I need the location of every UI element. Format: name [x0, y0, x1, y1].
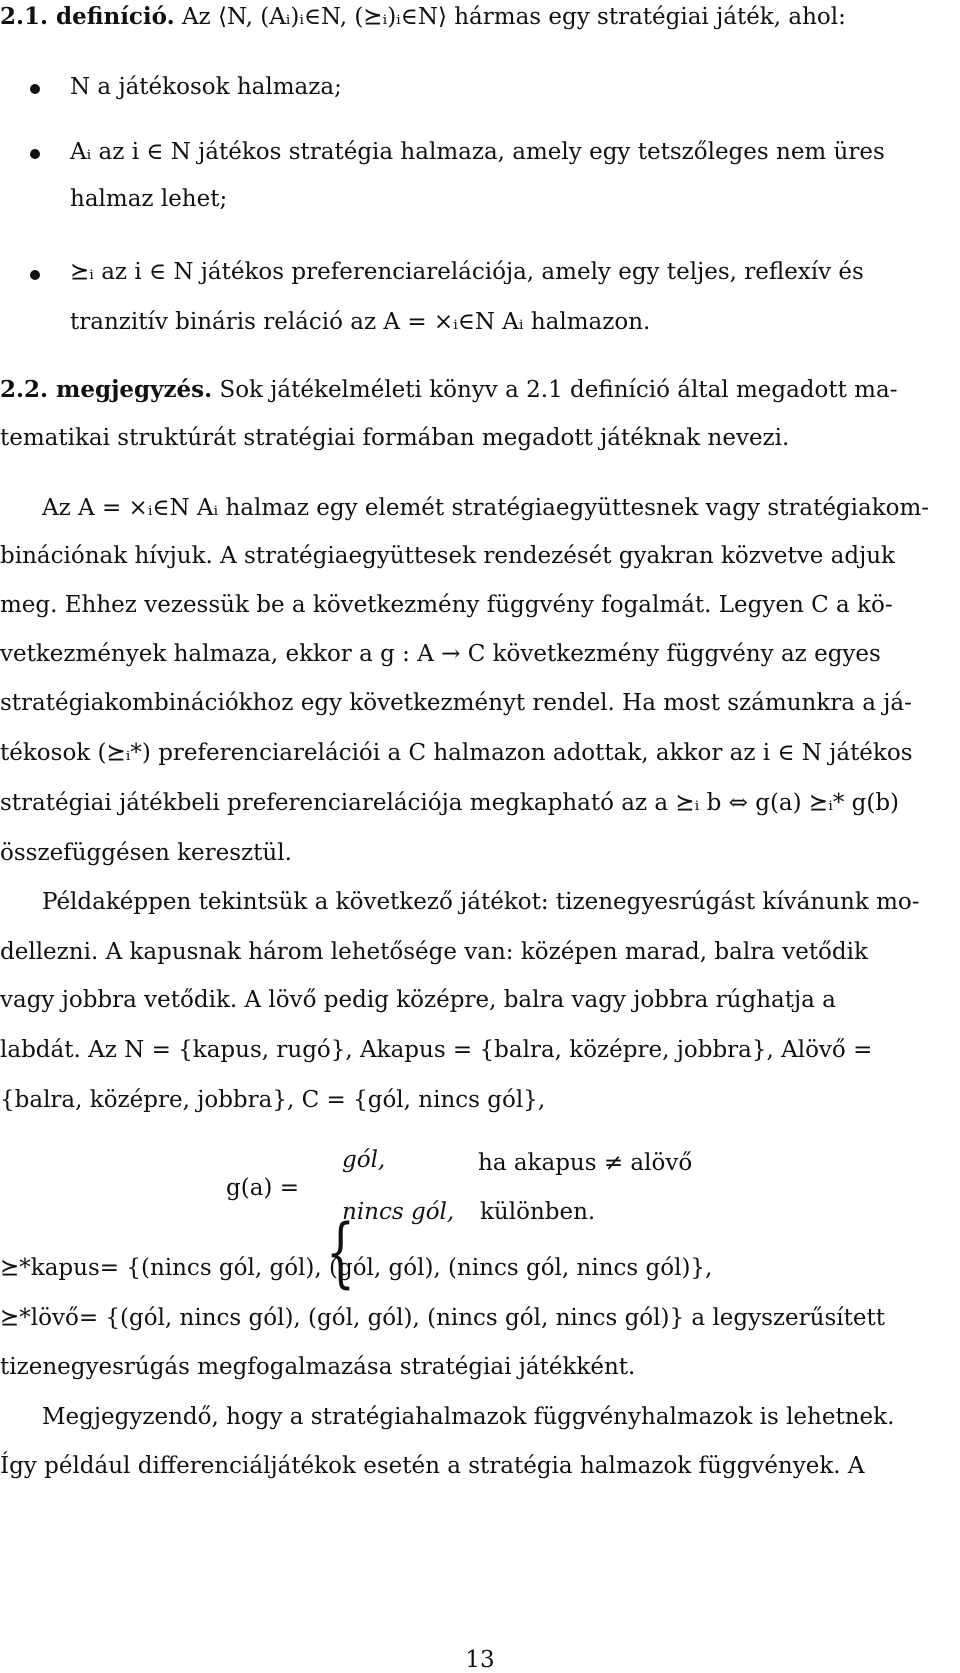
definition-item-players: N a játékosok halmaza; [70, 74, 342, 100]
bullet-marker [30, 84, 40, 94]
definition-item-preference: ⪰ᵢ az i ∈ N játékos preferenciarelációja, amely egy teljes, reflexív és [70, 259, 864, 285]
preference-lovo: ⪰*lövő= {(gól, nincs gól), (gól, gól), (nincs gól, nincs gól)} a legyszerűsített [0, 1305, 885, 1331]
case-1-condition: ha akapus ≠ alövő [478, 1150, 693, 1176]
definition-item-strategies-cont: halmaz lehet; [70, 186, 228, 212]
paragraph-line: {balra, középre, jobbra}, C = {gól, nincs gól}, [0, 1087, 546, 1113]
bullet-marker [30, 270, 40, 280]
case-1-value: gól, [342, 1147, 386, 1173]
remark-line-1 [0, 375, 897, 405]
paragraph-line: összefüggésen keresztül. [0, 840, 292, 866]
definition-item-preference-cont: tranzitív bináris reláció az A = ×ᵢ∈N Aᵢ halmazon. [70, 309, 651, 335]
bullet-marker [30, 149, 40, 159]
paragraph-line: Megjegyzendő, hogy a stratégiahalmazok függvényhalmazok is lehetnek. [42, 1404, 895, 1430]
paragraph-line: Példaképpen tekintsük a következő játékot: tizenegyesrúgást kívánunk mo- [42, 889, 920, 915]
left-brace: { [326, 1207, 356, 1296]
definition-intro [0, 2, 846, 32]
cases-lhs: g(a) = [226, 1175, 299, 1201]
preference-kapus: ⪰*kapus= {(nincs gól, gól), (gól, gól), (nincs gól, nincs gól)}, [0, 1255, 713, 1281]
remark-text: Sok játékelméleti könyv a 2.1 definíció által megadott ma- [219, 377, 898, 403]
paragraph-line: Az A = ×ᵢ∈N Aᵢ halmaz egy elemét stratégiaegyüttesnek vagy stratégiakom- [42, 495, 930, 521]
definition-intro-text: Az ⟨N, (Aᵢ)ᵢ∈N, (⪰ᵢ)ᵢ∈N⟩ hármas egy stratégiai játék, ahol: [181, 4, 846, 30]
paragraph-line: vagy jobbra vetődik. A lövő pedig középre, balra vagy jobbra rúghatja a [0, 987, 836, 1013]
paragraph-line: stratégiakombinációkhoz egy következményt rendel. Ha most számunkra a já- [0, 690, 912, 716]
definition-item-strategies: Aᵢ az i ∈ N játékos stratégia halmaza, amely egy tetszőleges nem üres [70, 139, 885, 165]
paragraph-line: vetkezmények halmaza, ekkor a g : A → C következmény függvény az egyes [0, 641, 881, 667]
definition-heading: 2.1. definíció. [0, 3, 175, 30]
case-2-value: nincs gól, [342, 1199, 455, 1225]
remark-line-2: tematikai struktúrát stratégiai formában megadott játéknak nevezi. [0, 425, 790, 451]
paragraph-line: binációnak hívjuk. A stratégiaegyüttesek rendezését gyakran közvetve adjuk [0, 543, 895, 569]
paragraph-line: tékosok (⪰ᵢ*) preferenciarelációi a C halmazon adottak, akkor az i ∈ N játékos [0, 740, 913, 766]
paragraph-line: meg. Ehhez vezessük be a következmény függvény fogalmát. Legyen C a kö- [0, 592, 893, 618]
paragraph-line: dellezni. A kapusnak három lehetősége van: középen marad, balra vetődik [0, 939, 868, 965]
paragraph-line: stratégiai játékbeli preferenciarelációja megkapható az a ⪰ᵢ b ⇔ g(a) ⪰ᵢ* g(b) [0, 790, 900, 816]
remark-heading: 2.2. megjegyzés. [0, 376, 213, 403]
case-2-condition: különben. [480, 1199, 596, 1225]
paragraph-line: tizenegyesrúgás megfogalmazása stratégiai játékként. [0, 1354, 636, 1380]
page-number: 13 [465, 1647, 495, 1673]
paragraph-line: Így például differenciáljátékok esetén a stratégia halmazok függvények. A [0, 1453, 865, 1479]
paragraph-line: labdát. Az N = {kapus, rugó}, Akapus = {balra, középre, jobbra}, Alövő = [0, 1037, 873, 1063]
